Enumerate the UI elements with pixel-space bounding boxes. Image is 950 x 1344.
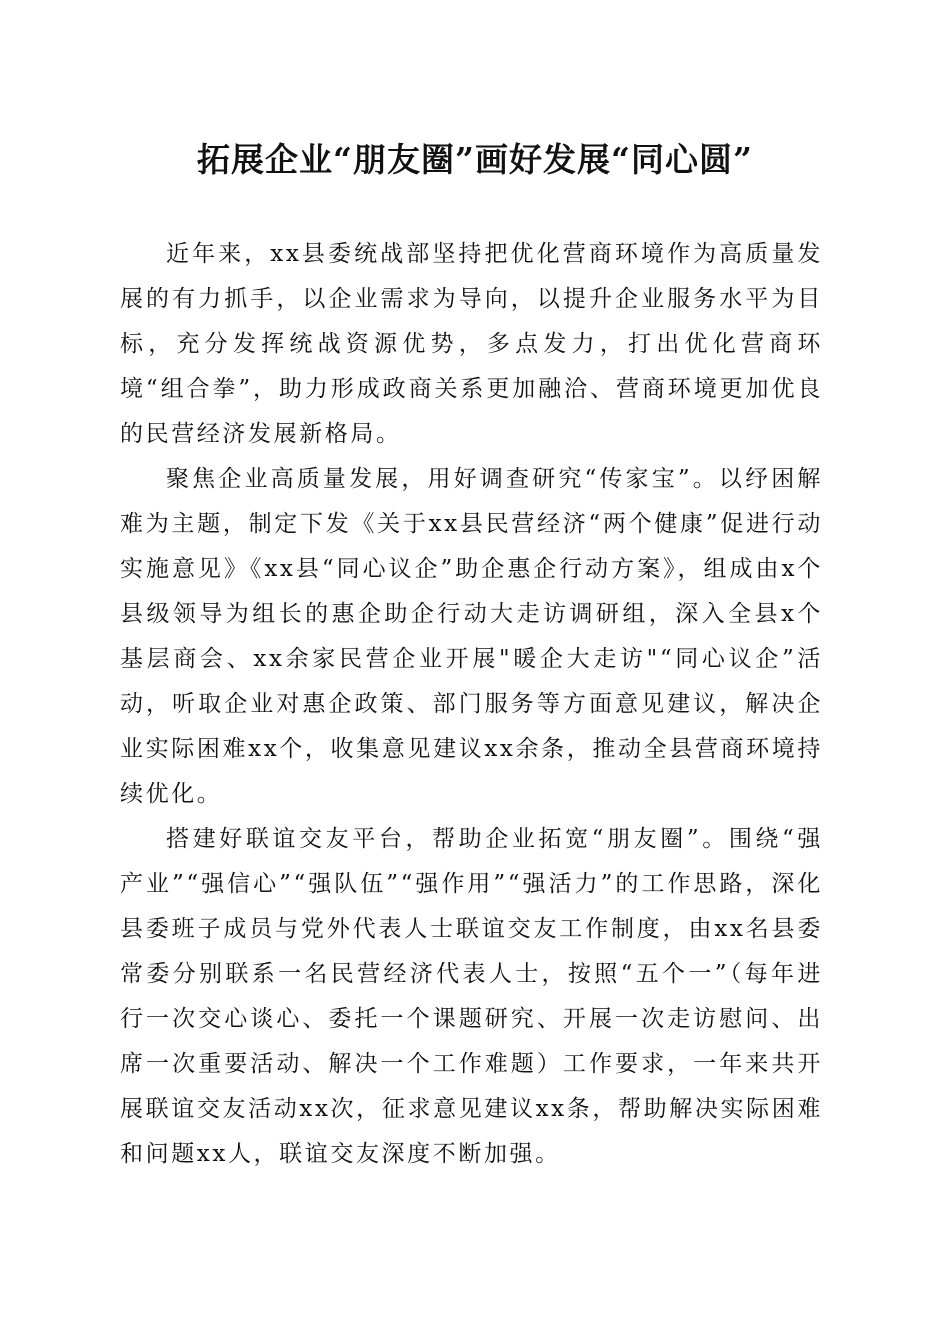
- document-body: [120, 232, 823, 1177]
- document-title: 拓展企业“朋友圈”画好发展“同心圆”: [197, 140, 753, 179]
- paragraph-friendship: 搭建好联谊交友平台，帮助企业拓宽“朋友圈”。围绕“强产业”“强信心”“强队伍”“强作用”“强活力”的工作思路，深化县委班子成员与党外代表人士联谊交友工作制度，由xx名县委常委分别联系一名民营经济代表人士，按照“五个一”（每年进行一次交心谈心、委托一个课题研究、开展一次走访慰问、出席一次重要活动、解决一个工作难题）工作要求，一年来共开展联谊交友活动xx次，征求意见建议xx条，帮助解决实际困难和问题xx人，联谊交友深度不断加强。: [120, 826, 823, 1167]
- paragraph-research: 聚焦企业高质量发展，用好调查研究“传家宝”。以纾困解难为主题，制定下发《关于xx县民营经济“两个健康”促进行动实施意见》《xx县“同心议企”助企惠企行动方案》，组成由x个县级领导为组长的惠企助企行动大走访调研组，深入全县x个基层商会、xx余家民营企业开展"暖企大走访"“同心议企”活动，听取企业对惠企政策、部门服务等方面意见建议，解决企业实际困难xx个，收集意见建议xx余条，推动全县营商环境持续优化。: [120, 466, 823, 807]
- paragraph-intro: 近年来，xx县委统战部坚持把优化营商环境作为高质量发展的有力抓手，以企业需求为导向，以提升企业服务水平为目标，充分发挥统战资源优势，多点发力，打出优化营商环境“组合拳”，助力形成政商关系更加融洽、营商环境更加优良的民营经济发展新格局。: [120, 241, 823, 447]
